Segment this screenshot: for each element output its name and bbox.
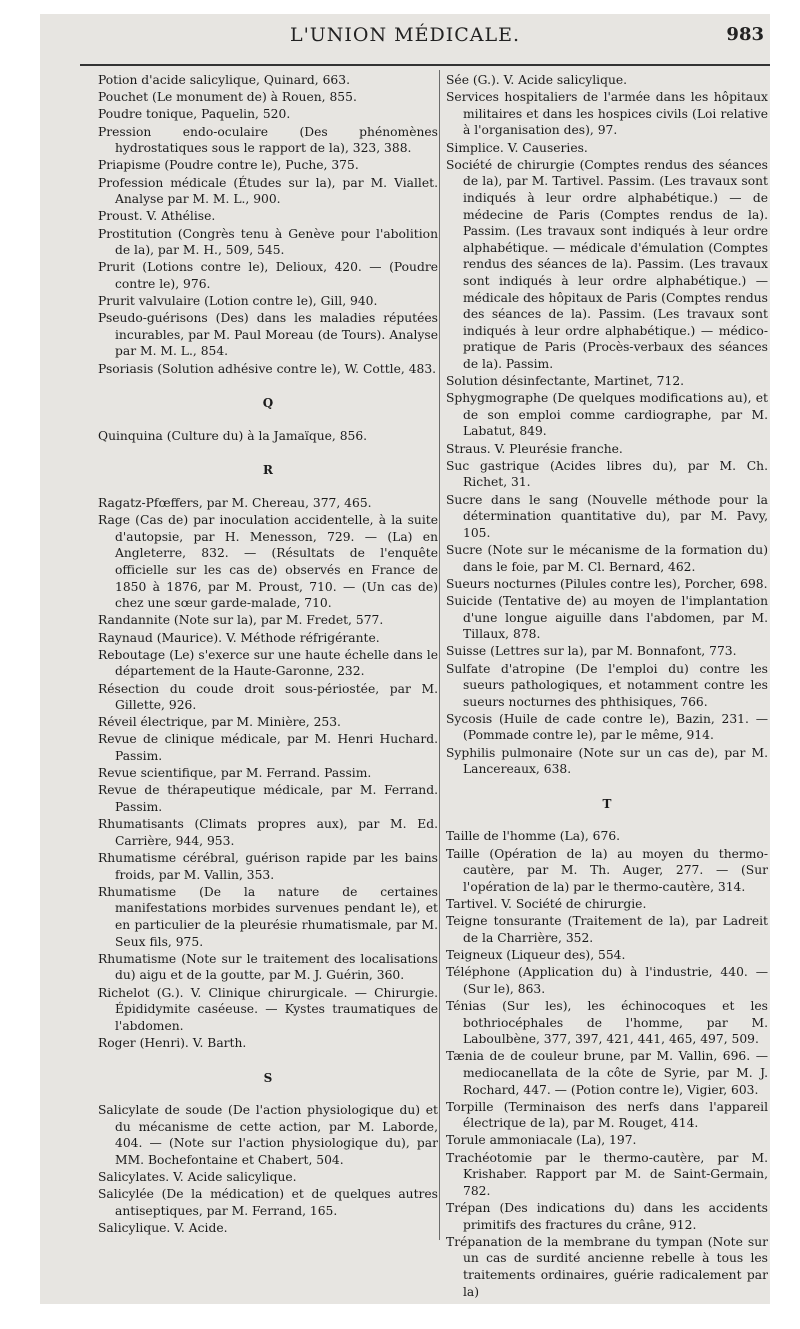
index-entry: Teigne tonsurante (Traitement de la), par Ladreit de la Charrière, 352. (446, 914, 768, 945)
index-entry: Rage (Cas de) par inoculation accidentelle, à la suite d'autopsie, par H. Menesson, 729. — (La) en Angleterre, 832. — (Résultats de l'enquête officielle sur les cas de) observés en France de 1850 à 1876, par M. Proust, 710. — (Un cas de) chez une sœur garde-malade, 710. (98, 513, 438, 611)
index-entry: Raynaud (Maurice). V. Méthode réfrigérante. (98, 630, 380, 645)
index-entry: Suicide (Tentative de) au moyen de l'implantation d'une longue aiguille dans l'abdomen, par M. Tillaux, 878. (446, 593, 768, 642)
index-entry: Richelot (G.). V. Clinique chirurgicale. — Chirurgie. Épididymite caséeuse. — Kystes traumatiques de l'abdomen. (98, 985, 438, 1033)
index-entry: Prurit (Lotions contre le), Delioux, 420. — (Poudre contre le), 976. (98, 260, 438, 291)
index-entry: Torule ammoniacale (La), 197. (446, 1133, 637, 1148)
index-entry: Rhumatisme (De la nature de certaines manifestations morbides survenues pendant le), et en particulier de la pleurésie rhumatismale, par M. Seux fils, 975. (98, 884, 438, 949)
index-entry: Taille (Opération de la) au moyen du thermo-cautère, par M. Th. Auger, 277. — (Sur l'opération de la) par le thermo-cautère, 314. (446, 846, 768, 894)
index-entry: Sphygmographe (De quelques modifications au), et de son emploi comme cardiographe, par M. Labatut, 849. (446, 391, 768, 439)
index-entry: Solution désinfectante, Martinet, 712. (446, 374, 685, 389)
index-entry: Résection du coude droit sous-périostée, par M. Gillette, 926. (98, 681, 438, 713)
index-entry: Revue de thérapeutique médicale, par M. Ferrand. Passim. (98, 783, 438, 815)
s-entries-left (98, 1102, 438, 1237)
section-letter-q: Q (262, 396, 274, 411)
index-entry: Prurit valvulaire (Lotion contre le), Gill, 940. (98, 294, 378, 309)
index-entry: Rhumatisme cérébral, guérison rapide par les bains froids, par M. Vallin, 353. (98, 851, 438, 882)
index-entry: Trachéotomie par le thermo-cautère, par M. Krishaber. Rapport par M. de Saint-Germain, 782. (446, 1150, 768, 1198)
index-entry: Sycosis (Huile de cade contre le), Bazin, 231. — (Pommade contre le), par le même, 914. (446, 711, 768, 743)
index-entry: Potion d'acide salicylique, Quinard, 663. (98, 73, 350, 87)
index-entry: Suisse (Lettres sur la), par M. Bonnafont, 773. (446, 644, 737, 659)
index-entry: Torpille (Terminaison des nerfs dans l'appareil électrique de la), par M. Rouget, 414. (446, 1099, 768, 1131)
index-entry: Salicylée (De la médication) et de quelques autres antiseptiques, par M. Ferrand, 165. (98, 1187, 438, 1218)
index-entry: Randannite (Note sur la), par M. Fredet, 577. (98, 613, 384, 628)
index-entry: Teigneux (Liqueur des), 554. (446, 947, 626, 962)
index-entry: Taille de l'homme (La), 676. (446, 829, 621, 844)
index-entry: Suc gastrique (Acides libres du), par M. Ch. Richet, 31. (446, 458, 768, 490)
index-entry: Réveil électrique, par M. Minière, 253. (98, 715, 341, 730)
scanned-page (40, 14, 770, 1304)
section-letter-t: T (602, 796, 612, 811)
q-entries (98, 428, 438, 445)
column-divider (439, 70, 440, 1240)
index-entry: Salicylates. V. Acide salicylique. (98, 1170, 297, 1185)
section-letter-s: S (263, 1070, 273, 1085)
index-entry: Profession médicale (Études sur la), par M. Viallet. Analyse par M. M. L., 900. (98, 175, 438, 207)
header-rule (80, 64, 770, 66)
index-entry: Sulfate d'atropine (De l'emploi du) contre les sueurs pathologiques, et notamment contre les sueurs nocturnes des phthisiques, 766. (446, 661, 768, 709)
index-entry: Rhumatisants (Climats propres aux), par M. Ed. Carrière, 944, 953. (98, 817, 438, 848)
index-entry: Sée (G.). V. Acide salicylique. (446, 73, 628, 87)
left-column (98, 72, 438, 1237)
index-entry: Reboutage (Le) s'exerce sur une haute échelle dans le département de la Haute-Garonne, 232. (98, 647, 438, 679)
index-entry: Prostitution (Congrès tenu à Genève pour l'abolition de la), par M. H., 509, 545. (98, 226, 438, 258)
index-entry: Syphilis pulmonaire (Note sur un cas de), par M. Lancereaux, 638. (446, 745, 768, 777)
r-entries (98, 495, 438, 1052)
index-entry: Ragatz-Pfœffers, par M. Chereau, 377, 465. (98, 496, 372, 510)
s-entries-right (446, 72, 768, 778)
index-entry: Quinquina (Culture du) à la Jamaïque, 856. (98, 428, 368, 443)
index-entry: Société de chirurgie (Comptes rendus des séances de la), par M. Tartivel. Passim. (Les travaux sont indiqués à leur ordre alphabétique.) — de médecine de Paris (Comptes rendus de la). Passim. (Les travaux sont indiqués à leur ordre alphabétique. — médicale d'émulation (Comptes rendus des séances de la). Passim. (Les travaux sont indiqués à leur ordre alphabétique.) — médicale des hôpitaux de Paris (Comptes rendus des séances de la). Passim. (Les travaux sont indiqués à leur ordre alphabétique.) — médico-pratique de Paris (Procès-verbaux des séances de la). Passim. (446, 157, 768, 371)
index-entry: Psoriasis (Solution adhésive contre le), W. Cottle, 483. (98, 361, 437, 376)
running-header (40, 14, 770, 62)
t-entries (446, 828, 768, 1300)
index-entry: Salicylique. V. Acide. (98, 1221, 228, 1236)
index-entry: Services hospitaliers de l'armée dans les hôpitaux militaires et dans les hospices civils (Loi relative à l'organisation des), 97. (446, 90, 768, 138)
p-entries (98, 72, 438, 377)
journal-title: L'UNION MÉDICALE. (289, 24, 521, 46)
index-entry: Trépan (Des indications du) dans les accidents primitifs des fractures du crâne, 912. (446, 1201, 768, 1232)
index-entry: Roger (Henri). V. Barth. (98, 1035, 247, 1050)
index-entry: Trépanation de la membrane du tympan (Note sur un cas de surdité ancienne rebelle à tous les traitements ordinaires, guérie radicalement par la) (446, 1234, 768, 1299)
index-entry: Téléphone (Application du) à l'industrie, 440. — (Sur le), 863. (446, 965, 768, 996)
index-entry: Salicylate de soude (De l'action physiologique du) et du mécanisme de cette action, par M. Laborde, 404. — (Note sur l'action physiologique du), par MM. Bochefontaine et Chabert, 504. (98, 1103, 438, 1167)
index-entry: Rhumatisme (Note sur le traitement des localisations du) aigu et de la goutte, par M. J. Guérin, 360. (98, 951, 438, 983)
index-entry: Sucre (Note sur le mécanisme de la formation du) dans le foie, par M. Cl. Bernard, 462. (446, 542, 768, 574)
index-entry: Priapisme (Poudre contre le), Puche, 375. (98, 158, 359, 173)
index-entry: Straus. V. Pleurésie franche. (446, 441, 623, 456)
page-number: 983 (726, 24, 764, 45)
index-entry: Tartivel. V. Société de chirurgie. (446, 897, 647, 911)
index-entry: Revue scientifique, par M. Ferrand. Passim. (98, 766, 372, 781)
index-entry: Poudre tonique, Paquelin, 520. (98, 107, 291, 122)
index-entry: Pouchet (Le monument de) à Rouen, 855. (98, 90, 357, 105)
right-column (446, 72, 768, 1301)
index-entry: Sucre dans le sang (Nouvelle méthode pour la détermination quantitative du), par M. Pavy, 105. (446, 492, 768, 540)
index-entry: Pression endo-oculaire (Des phénomènes hydrostatiques sous le rapport de la), 323, 388. (98, 124, 438, 156)
index-entry: Sueurs nocturnes (Pilules contre les), Porcher, 698. (446, 576, 768, 591)
section-letter-r: R (263, 463, 273, 478)
index-entry: Pseudo-guérisons (Des) dans les maladies réputées incurables, par M. Paul Moreau (de Tours). Analyse par M. M. L., 854. (98, 311, 438, 359)
index-entry: Simplice. V. Causeries. (446, 140, 588, 155)
index-entry: Tænia de de couleur brune, par M. Vallin, 696. — mediocanellata de la côte de Syrie, par M. J. Rochard, 447. — (Potion contre le), Vigier, 603. (446, 1049, 768, 1097)
index-entry: Revue de clinique médicale, par M. Henri Huchard. Passim. (98, 732, 438, 764)
index-entry: Ténias (Sur les), les échinocoques et les bothriocéphales de l'homme, par M. Laboulbène, 377, 397, 421, 441, 465, 497, 509. (446, 998, 768, 1047)
index-entry: Proust. V. Athélise. (98, 209, 216, 224)
